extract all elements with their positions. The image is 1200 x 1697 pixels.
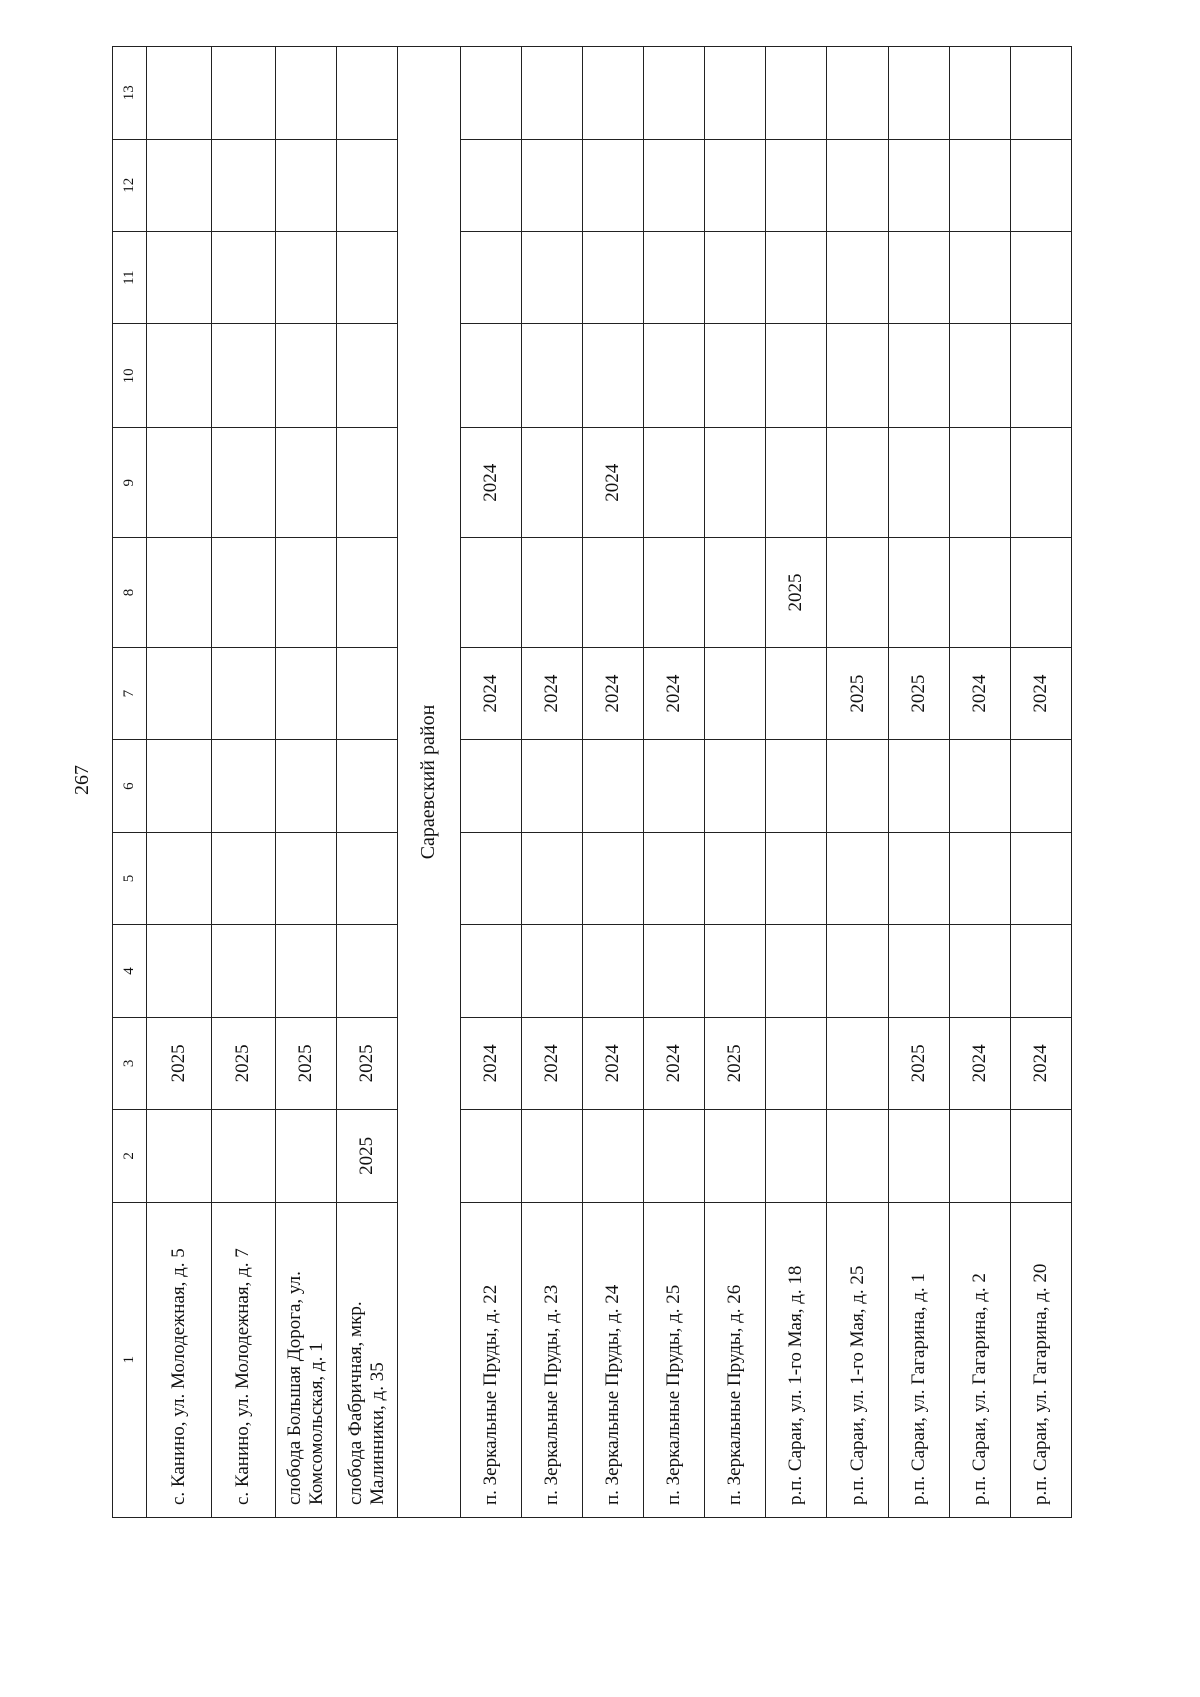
year-cell: 2024 bbox=[1010, 647, 1071, 739]
year-cell bbox=[949, 47, 1010, 140]
year-cell bbox=[766, 1017, 827, 1109]
year-cell bbox=[705, 740, 766, 832]
year-cell bbox=[705, 647, 766, 739]
year-cell bbox=[949, 428, 1010, 538]
year-cell: 2024 bbox=[949, 1017, 1010, 1109]
address-cell: п. Зеркальные Пруды, д. 25 bbox=[643, 1202, 704, 1517]
year-cell: 2024 bbox=[1010, 1017, 1071, 1109]
year-cell bbox=[276, 925, 337, 1017]
year-cell bbox=[460, 324, 521, 428]
year-cell bbox=[643, 428, 704, 538]
year-cell bbox=[888, 925, 949, 1017]
year-cell bbox=[705, 139, 766, 231]
column-number: 8 bbox=[113, 538, 147, 648]
year-cell bbox=[460, 925, 521, 1017]
column-number: 12 bbox=[113, 139, 147, 231]
year-cell bbox=[337, 139, 398, 231]
page-number: 267 bbox=[70, 765, 93, 795]
year-cell bbox=[1010, 47, 1071, 140]
table-row bbox=[827, 47, 888, 1518]
year-cell bbox=[211, 740, 275, 832]
year-cell bbox=[888, 740, 949, 832]
year-cell bbox=[582, 47, 643, 140]
table-row bbox=[521, 47, 582, 1518]
year-cell bbox=[766, 324, 827, 428]
table-row bbox=[460, 47, 521, 1518]
column-number: 6 bbox=[113, 740, 147, 832]
year-cell bbox=[337, 428, 398, 538]
address-cell: р.п. Сараи, ул. 1-го Мая, д. 18 bbox=[766, 1202, 827, 1517]
year-cell: 2025 bbox=[827, 647, 888, 739]
year-cell bbox=[211, 324, 275, 428]
year-cell bbox=[147, 925, 211, 1017]
year-cell bbox=[1010, 428, 1071, 538]
column-number: 13 bbox=[113, 47, 147, 140]
year-cell: 2024 bbox=[582, 647, 643, 739]
year-cell bbox=[643, 925, 704, 1017]
column-number: 1 bbox=[113, 1202, 147, 1517]
address-cell: п. Зеркальные Пруды, д. 24 bbox=[582, 1202, 643, 1517]
year-cell bbox=[337, 538, 398, 648]
year-cell bbox=[582, 1110, 643, 1202]
year-cell bbox=[460, 832, 521, 924]
year-cell bbox=[827, 324, 888, 428]
year-cell bbox=[147, 1110, 211, 1202]
year-cell bbox=[582, 231, 643, 323]
year-cell: 2024 bbox=[582, 428, 643, 538]
year-cell bbox=[1010, 139, 1071, 231]
year-cell: 2025 bbox=[276, 1017, 337, 1109]
address-cell: р.п. Сараи, ул. Гагарина, д. 20 bbox=[1010, 1202, 1071, 1517]
year-cell bbox=[211, 538, 275, 648]
year-cell bbox=[276, 832, 337, 924]
year-cell: 2025 bbox=[705, 1017, 766, 1109]
year-cell bbox=[766, 832, 827, 924]
address-cell: п. Зеркальные Пруды, д. 22 bbox=[460, 1202, 521, 1517]
year-cell bbox=[705, 925, 766, 1017]
year-cell bbox=[521, 1110, 582, 1202]
year-cell bbox=[337, 832, 398, 924]
address-cell: с. Канино, ул. Молодежная, д. 5 bbox=[147, 1202, 211, 1517]
year-cell: 2025 bbox=[337, 1110, 398, 1202]
year-cell bbox=[949, 538, 1010, 648]
year-cell: 2024 bbox=[521, 647, 582, 739]
year-cell bbox=[460, 231, 521, 323]
table-row bbox=[582, 47, 643, 1518]
column-number: 10 bbox=[113, 324, 147, 428]
year-cell bbox=[643, 1110, 704, 1202]
column-number: 7 bbox=[113, 647, 147, 739]
year-cell bbox=[827, 139, 888, 231]
address-cell: р.п. Сараи, ул. Гагарина, д. 2 bbox=[949, 1202, 1010, 1517]
year-cell bbox=[643, 740, 704, 832]
year-cell bbox=[460, 740, 521, 832]
year-cell bbox=[766, 647, 827, 739]
year-cell bbox=[766, 1110, 827, 1202]
district-row bbox=[398, 47, 460, 1518]
year-cell bbox=[521, 324, 582, 428]
year-cell bbox=[521, 139, 582, 231]
year-cell bbox=[827, 428, 888, 538]
year-cell: 2024 bbox=[643, 647, 704, 739]
address-cell: р.п. Сараи, ул. 1-го Мая, д. 25 bbox=[827, 1202, 888, 1517]
year-cell bbox=[211, 231, 275, 323]
year-cell bbox=[460, 139, 521, 231]
year-cell bbox=[211, 1110, 275, 1202]
year-cell bbox=[460, 47, 521, 140]
address-cell: слобода Большая Дорога, ул. Комсомольская, д. 1 bbox=[276, 1202, 337, 1517]
year-cell bbox=[643, 47, 704, 140]
year-cell bbox=[888, 139, 949, 231]
year-cell bbox=[460, 538, 521, 648]
year-cell: 2024 bbox=[460, 428, 521, 538]
year-cell bbox=[643, 832, 704, 924]
year-cell bbox=[766, 139, 827, 231]
year-cell bbox=[643, 139, 704, 231]
registry-table bbox=[112, 46, 1072, 1518]
year-cell bbox=[827, 1110, 888, 1202]
year-cell bbox=[1010, 231, 1071, 323]
year-cell bbox=[521, 538, 582, 648]
column-number: 4 bbox=[113, 925, 147, 1017]
year-cell bbox=[337, 740, 398, 832]
year-cell bbox=[521, 428, 582, 538]
year-cell bbox=[337, 324, 398, 428]
table-row bbox=[705, 47, 766, 1518]
year-cell: 2025 bbox=[888, 647, 949, 739]
year-cell bbox=[888, 231, 949, 323]
year-cell: 2024 bbox=[460, 647, 521, 739]
year-cell bbox=[949, 324, 1010, 428]
year-cell bbox=[337, 47, 398, 140]
year-cell bbox=[147, 47, 211, 140]
year-cell bbox=[276, 538, 337, 648]
year-cell bbox=[705, 231, 766, 323]
year-cell bbox=[1010, 925, 1071, 1017]
year-cell bbox=[643, 538, 704, 648]
year-cell bbox=[705, 538, 766, 648]
year-cell bbox=[643, 231, 704, 323]
year-cell bbox=[337, 647, 398, 739]
table-row bbox=[888, 47, 949, 1518]
year-cell bbox=[949, 925, 1010, 1017]
year-cell: 2024 bbox=[643, 1017, 704, 1109]
year-cell bbox=[1010, 1110, 1071, 1202]
year-cell: 2025 bbox=[766, 538, 827, 648]
year-cell: 2025 bbox=[888, 1017, 949, 1109]
year-cell bbox=[147, 832, 211, 924]
year-cell bbox=[276, 740, 337, 832]
table-row bbox=[211, 47, 275, 1518]
year-cell bbox=[276, 139, 337, 231]
year-cell bbox=[888, 47, 949, 140]
year-cell bbox=[643, 324, 704, 428]
column-number: 3 bbox=[113, 1017, 147, 1109]
year-cell bbox=[521, 740, 582, 832]
year-cell bbox=[276, 47, 337, 140]
year-cell bbox=[1010, 832, 1071, 924]
address-cell: р.п. Сараи, ул. Гагарина, д. 1 bbox=[888, 1202, 949, 1517]
year-cell bbox=[949, 1110, 1010, 1202]
year-cell bbox=[827, 832, 888, 924]
column-number: 9 bbox=[113, 428, 147, 538]
year-cell bbox=[888, 538, 949, 648]
year-cell bbox=[337, 925, 398, 1017]
year-cell bbox=[705, 324, 766, 428]
year-cell bbox=[827, 538, 888, 648]
year-cell bbox=[766, 925, 827, 1017]
address-cell: слобода Фабричная, мкр. Малинники, д. 35 bbox=[337, 1202, 398, 1517]
year-cell bbox=[521, 231, 582, 323]
year-cell bbox=[1010, 324, 1071, 428]
year-cell bbox=[211, 428, 275, 538]
column-number: 11 bbox=[113, 231, 147, 323]
year-cell bbox=[521, 47, 582, 140]
column-number: 2 bbox=[113, 1110, 147, 1202]
year-cell: 2025 bbox=[211, 1017, 275, 1109]
year-cell bbox=[147, 647, 211, 739]
year-cell bbox=[211, 647, 275, 739]
district-heading: Сараевский район bbox=[398, 47, 460, 1518]
year-cell bbox=[705, 428, 766, 538]
year-cell bbox=[582, 324, 643, 428]
year-cell bbox=[337, 231, 398, 323]
year-cell bbox=[827, 47, 888, 140]
year-cell bbox=[147, 231, 211, 323]
header-row bbox=[113, 47, 147, 1518]
year-cell: 2024 bbox=[521, 1017, 582, 1109]
column-number: 5 bbox=[113, 832, 147, 924]
year-cell bbox=[766, 47, 827, 140]
year-cell bbox=[888, 428, 949, 538]
year-cell bbox=[888, 832, 949, 924]
year-cell bbox=[521, 925, 582, 1017]
year-cell bbox=[949, 740, 1010, 832]
table-row bbox=[147, 47, 211, 1518]
year-cell bbox=[1010, 740, 1071, 832]
year-cell bbox=[1010, 538, 1071, 648]
table-row bbox=[643, 47, 704, 1518]
year-cell bbox=[460, 1110, 521, 1202]
year-cell bbox=[827, 740, 888, 832]
year-cell bbox=[582, 538, 643, 648]
year-cell bbox=[705, 832, 766, 924]
year-cell bbox=[827, 925, 888, 1017]
year-cell bbox=[147, 139, 211, 231]
year-cell bbox=[582, 832, 643, 924]
year-cell bbox=[276, 1110, 337, 1202]
year-cell bbox=[705, 47, 766, 140]
year-cell bbox=[582, 139, 643, 231]
year-cell bbox=[211, 925, 275, 1017]
year-cell bbox=[147, 324, 211, 428]
year-cell bbox=[766, 428, 827, 538]
year-cell bbox=[705, 1110, 766, 1202]
address-cell: п. Зеркальные Пруды, д. 26 bbox=[705, 1202, 766, 1517]
year-cell bbox=[949, 832, 1010, 924]
address-cell: п. Зеркальные Пруды, д. 23 bbox=[521, 1202, 582, 1517]
year-cell bbox=[766, 740, 827, 832]
year-cell bbox=[582, 925, 643, 1017]
year-cell bbox=[827, 1017, 888, 1109]
year-cell bbox=[888, 1110, 949, 1202]
year-cell bbox=[147, 538, 211, 648]
table-row bbox=[337, 47, 398, 1518]
year-cell bbox=[949, 231, 1010, 323]
year-cell bbox=[276, 428, 337, 538]
year-cell bbox=[211, 47, 275, 140]
table-row bbox=[949, 47, 1010, 1518]
year-cell bbox=[521, 832, 582, 924]
table-row bbox=[1010, 47, 1071, 1518]
table-row bbox=[276, 47, 337, 1518]
year-cell bbox=[766, 231, 827, 323]
rotated-table-wrapper bbox=[112, 46, 1072, 1518]
year-cell bbox=[949, 139, 1010, 231]
year-cell: 2025 bbox=[147, 1017, 211, 1109]
year-cell bbox=[827, 231, 888, 323]
year-cell bbox=[211, 832, 275, 924]
year-cell bbox=[147, 740, 211, 832]
year-cell: 2024 bbox=[460, 1017, 521, 1109]
year-cell bbox=[582, 740, 643, 832]
year-cell bbox=[211, 139, 275, 231]
address-cell: с. Канино, ул. Молодежная, д. 7 bbox=[211, 1202, 275, 1517]
year-cell bbox=[276, 647, 337, 739]
year-cell: 2024 bbox=[949, 647, 1010, 739]
year-cell bbox=[147, 428, 211, 538]
year-cell: 2024 bbox=[582, 1017, 643, 1109]
year-cell bbox=[888, 324, 949, 428]
year-cell: 2025 bbox=[337, 1017, 398, 1109]
year-cell bbox=[276, 324, 337, 428]
table-row bbox=[766, 47, 827, 1518]
year-cell bbox=[276, 231, 337, 323]
